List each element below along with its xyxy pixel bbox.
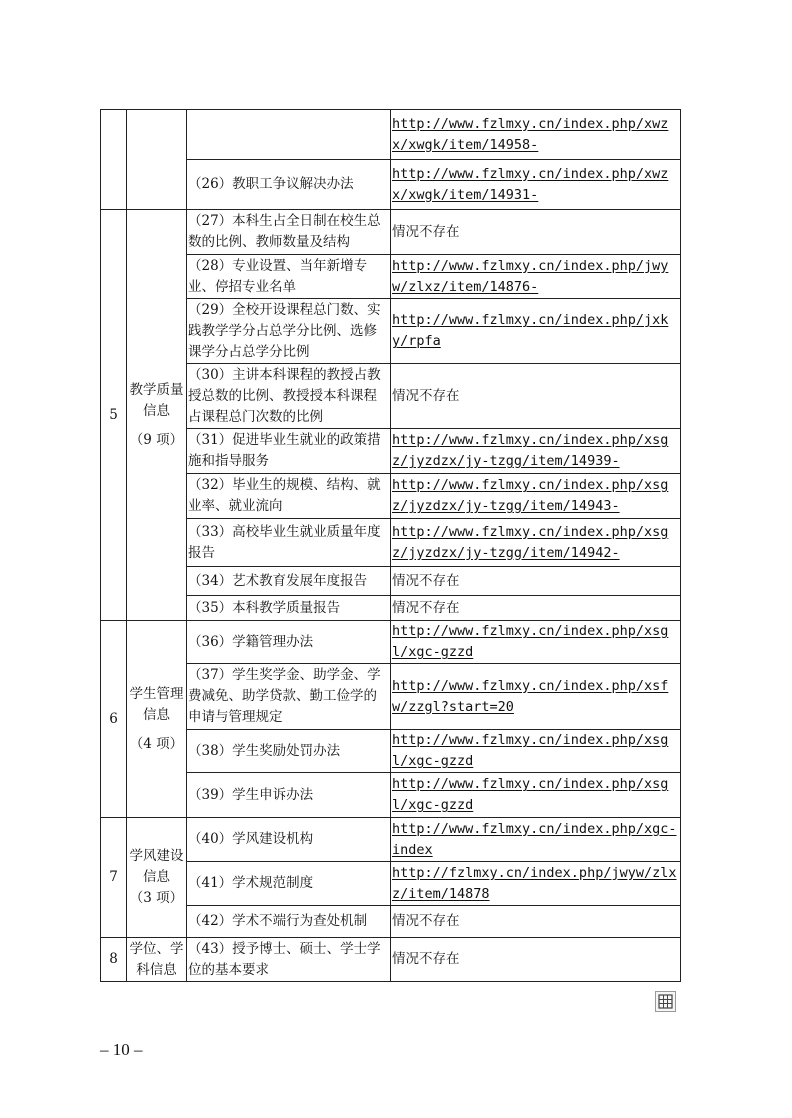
table-row [101,596,681,621]
link-cell [391,621,681,664]
table-row [101,664,681,730]
link-cell [391,773,681,818]
table-row [101,429,681,474]
item-cell: （37）学生奖学金、助学金、学费减免、助学贷款、勤工俭学的申请与管理规定 [187,664,391,730]
table-row [101,906,681,938]
item-cell: （26）教职工争议解决办法 [187,160,391,210]
item-cell: （38）学生奖励处罚办法 [187,730,391,773]
disclosure-link[interactable]: http://www.fzlmxy.cn/index.php/xsgl/xgc-gzzd [392,732,669,769]
page-number: – 10 – [100,1040,143,1059]
item-cell [187,110,391,160]
disclosure-link[interactable]: http://www.fzlmxy.cn/index.php/jwyw/zlxz/item/14876- [392,257,669,295]
status-cell: 情况不存在 [391,364,681,429]
group-category: 学位、学科信息 [127,938,187,982]
link-cell [391,519,681,567]
table-row [101,730,681,773]
table-row [101,255,681,299]
status-cell: 情况不存在 [391,596,681,621]
item-cell: （42）学术不端行为查处机制 [187,906,391,938]
table-row [101,621,681,664]
group-category [127,818,187,938]
disclosure-table [100,109,681,982]
status-cell: 情况不存在 [391,567,681,596]
disclosure-link[interactable]: http://www.fzlmxy.cn/index.php/xsgz/jyzdzx/jy-tzgg/item/14943- [392,477,669,514]
disclosure-link[interactable]: http://www.fzlmxy.cn/index.php/xsfw/zzgl?start=20 [392,677,669,715]
item-cell: （39）学生申诉办法 [187,773,391,818]
item-cell: （27）本科生占全日制在校生总数的比例、教师数量及结构 [187,210,391,255]
item-cell: （41）学术规范制度 [187,862,391,906]
item-cell: （43）授予博士、硕士、学士学位的基本要求 [187,938,391,982]
link-cell [391,429,681,474]
disclosure-link[interactable]: http://www.fzlmxy.cn/index.php/xsgz/jyzdzx/jy-tzgg/item/14939- [392,432,669,469]
group-item-count: （9 项） [129,431,184,448]
link-cell [391,862,681,906]
item-cell: （35）本科教学质量报告 [187,596,391,621]
group-category-cell [127,110,187,210]
group-number: 7 [101,818,127,938]
link-cell [391,474,681,519]
group-category-label: 学生管理信息 [129,685,184,723]
table-row [101,773,681,818]
group-number: 6 [101,621,127,818]
disclosure-link[interactable]: http://www.fzlmxy.cn/index.php/xgc-index [392,820,677,858]
item-cell: （28）专业设置、当年新增专业、停招专业名单 [187,255,391,299]
group-item-count: （4 项） [129,735,184,752]
table-row [101,862,681,906]
group-category-label: 学风建设信息 [129,848,184,885]
disclosure-link[interactable]: http://www.fzlmxy.cn/index.php/xsgz/jyzdzx/jy-tzgg/item/14942- [392,523,669,561]
table-row [101,110,681,160]
table-row [101,210,681,255]
link-cell [391,299,681,364]
item-cell: （31）促进毕业生就业的政策措施和指导服务 [187,429,391,474]
item-cell: （32）毕业生的规模、结构、就业率、就业流向 [187,474,391,519]
table-row [101,299,681,364]
table-row [101,567,681,596]
link-cell [391,255,681,299]
qr-grid-icon[interactable] [655,991,676,1012]
group-item-count: （3 项） [129,890,184,906]
table-row [101,364,681,429]
group-number-cell [101,110,127,210]
group-category [127,210,187,621]
item-cell: （40）学风建设机构 [187,818,391,862]
item-cell: （36）学籍管理办法 [187,621,391,664]
disclosure-link[interactable]: http://www.fzlmxy.cn/index.php/xsgl/xgc-gzzd [392,776,669,813]
link-cell [391,664,681,730]
table-row [101,474,681,519]
link-cell [391,730,681,773]
item-cell: （34）艺术教育发展年度报告 [187,567,391,596]
disclosure-link[interactable]: http://fzlmxy.cn/index.php/jwyw/zlxz/item/14878 [392,864,677,902]
item-cell: （30）主讲本科课程的教授占教授总数的比例、教授授本科课程占课程总门次数的比例 [187,364,391,429]
status-cell: 情况不存在 [391,210,681,255]
table-row [101,160,681,210]
group-category [127,621,187,818]
table-row [101,519,681,567]
item-cell: （33）高校毕业生就业质量年度报告 [187,519,391,567]
group-category-label: 教学质量信息 [129,381,184,419]
disclosure-link[interactable]: http://www.fzlmxy.cn/index.php/jxky/rpfa [392,312,669,349]
status-cell: 情况不存在 [391,906,681,938]
group-number: 5 [101,210,127,621]
table-row [101,938,681,982]
disclosure-link[interactable]: http://www.fzlmxy.cn/index.php/xwzx/xwgk/item/14931- [392,165,669,203]
group-number: 8 [101,938,127,982]
link-cell [391,160,681,210]
disclosure-link[interactable]: http://www.fzlmxy.cn/index.php/xwzx/xwgk/item/14958- [392,115,669,153]
link-cell [391,818,681,862]
table-row [101,818,681,862]
status-cell: 情况不存在 [391,938,681,982]
link-cell [391,110,681,160]
item-cell: （29）全校开设课程总门数、实践教学学分占总学分比例、选修课学分占总学分比例 [187,299,391,364]
disclosure-link[interactable]: http://www.fzlmxy.cn/index.php/xsgl/xgc-gzzd [392,623,669,660]
